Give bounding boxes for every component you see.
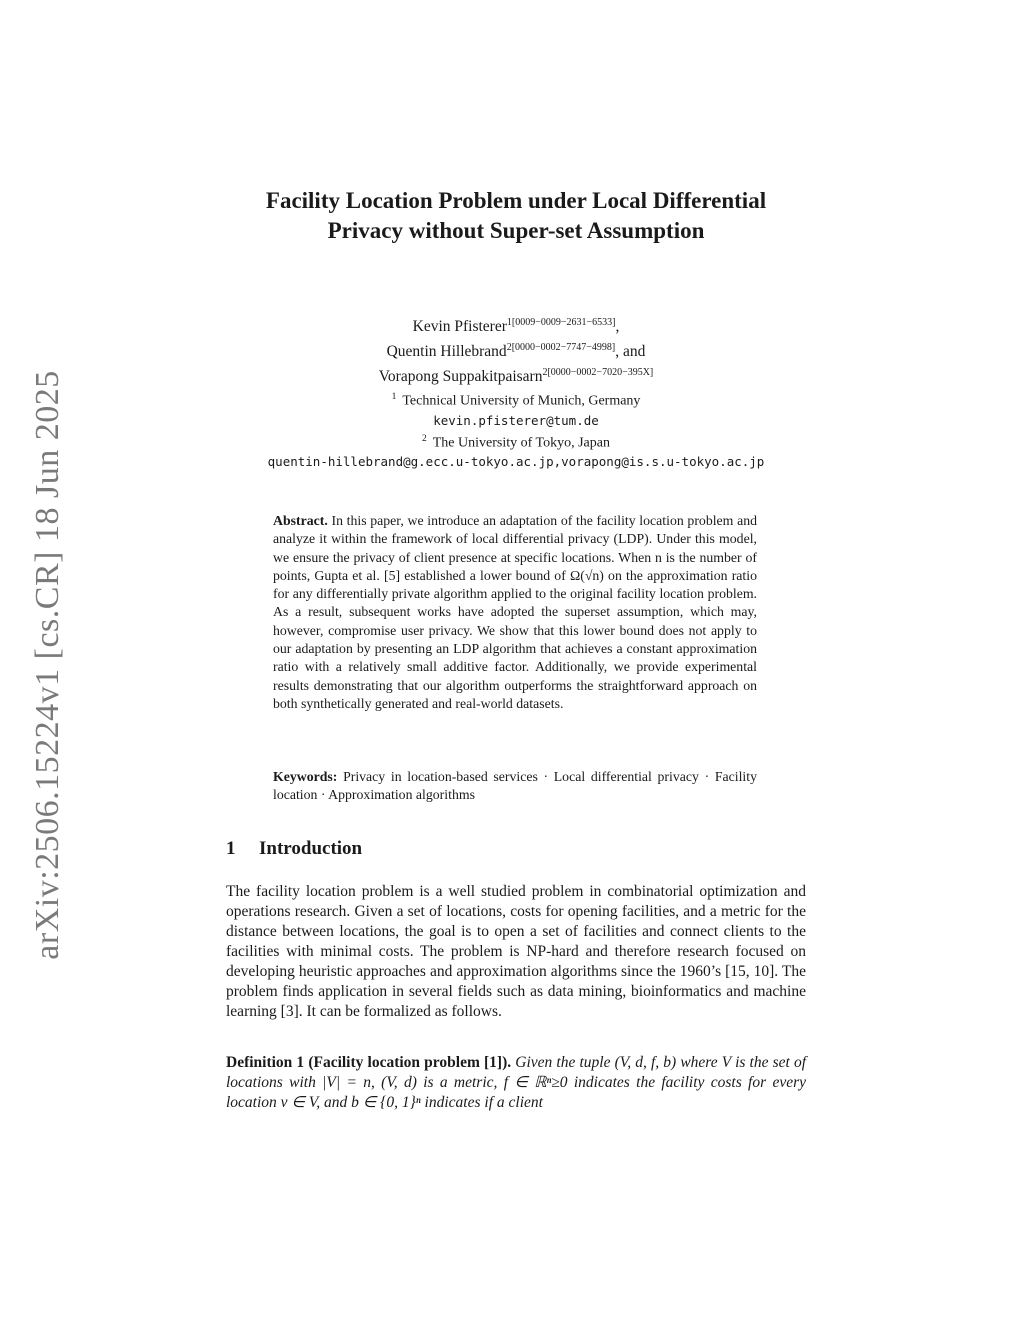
definition-heading: Definition 1 (Facility location problem [1]). xyxy=(226,1054,512,1071)
abstract-label: Abstract. xyxy=(273,513,328,528)
author-separator: , xyxy=(615,318,620,336)
introduction-paragraph: The facility location problem is a well studied problem in combinatorial optimization and operations research. Given a set of locations, costs for opening facilities, and a metric for the distance between locations, the goal is to open a set of facilities and connect clients to the facilities with minimal costs. The problem is NP-hard and therefore research focused on developing heuristic approaches and approximation algorithms since the 1960’s [15, 10]. The problem finds application in several fields such as data mining, bioinformatics and machine learning [3]. It can be formalized as follows. xyxy=(226,883,806,1020)
author-name: Vorapong Suppakitpaisarn xyxy=(378,368,543,386)
keywords xyxy=(273,768,757,805)
keywords-text: Privacy in location-based services · Local differential privacy · Facility location · Approximation algorithms xyxy=(273,769,757,803)
author-list xyxy=(226,312,806,387)
author-1 xyxy=(226,312,806,337)
author-orcid: 2[0000−0002−7020−395X] xyxy=(542,367,654,379)
definition-body: Given the tuple (V, d, f, b) where V is the set of locations with |V| = n, (V, d) is a metric, f ∈ ℝⁿ≥0 indicates the facility costs for every location v ∈ V, and b ∈ {0, 1}ⁿ indicates if a client xyxy=(226,1054,807,1111)
affiliation-2-email: quentin-hillebrand@g.ecc.u-tokyo.ac.jp,vorapong@is.s.u-tokyo.ac.jp xyxy=(267,454,765,470)
author-orcid: 2[0000−0002−7747−4998] xyxy=(506,342,616,354)
abstract-text: In this paper, we introduce an adaptation of the facility location problem and analyze it within the framework of local differential privacy (LDP). Under this model, we ensure the privacy of client presence at specific locations. When n is the number of points, Gupta et al. [5] established a lower bound of Ω(√n) on the approximation ratio for any differentially private algorithm applied to the original facility location problem. As a result, subsequent works have adopted the superset assumption, which may, however, compromise user privacy. We show that this lower bound does not apply to our adaptation by presenting an LDP algorithm that achieves a constant approximation ratio with a relatively small additive factor. Additionally, we provide experimental results demonstrating that our algorithm outperforms the straightforward approach on both synthetically generated and real-world datasets. xyxy=(273,513,758,711)
author-orcid: 1[0009−0009−2631−6533] xyxy=(506,317,616,328)
paper-title: Facility Location Problem under Local Differential Privacy without Super-set Assumption xyxy=(265,188,767,243)
affiliation-1-email: kevin.pfisterer@tum.de xyxy=(433,412,599,428)
abstract xyxy=(273,512,757,713)
affiliations xyxy=(226,388,806,471)
author-3 xyxy=(226,362,806,387)
author-name: Kevin Pfisterer xyxy=(412,318,507,336)
affiliation-1: $^1$ Technical University of Munich, Germany xyxy=(391,392,641,409)
author-2 xyxy=(226,337,806,362)
affiliation-2: $^2$ The University of Tokyo, Japan xyxy=(422,433,610,451)
author-separator: , and xyxy=(615,343,646,361)
section-title: Introduction xyxy=(259,838,363,859)
author-name: Quentin Hillebrand xyxy=(386,343,507,361)
section-heading xyxy=(226,838,806,860)
arxiv-identifier-stamp: arXiv:2506.15224v1 [cs.CR] 18 Jun 2025 xyxy=(29,370,66,960)
definition-1 xyxy=(226,1053,806,1113)
section-number: 1 xyxy=(226,838,236,859)
keywords-label: Keywords: xyxy=(273,769,338,784)
